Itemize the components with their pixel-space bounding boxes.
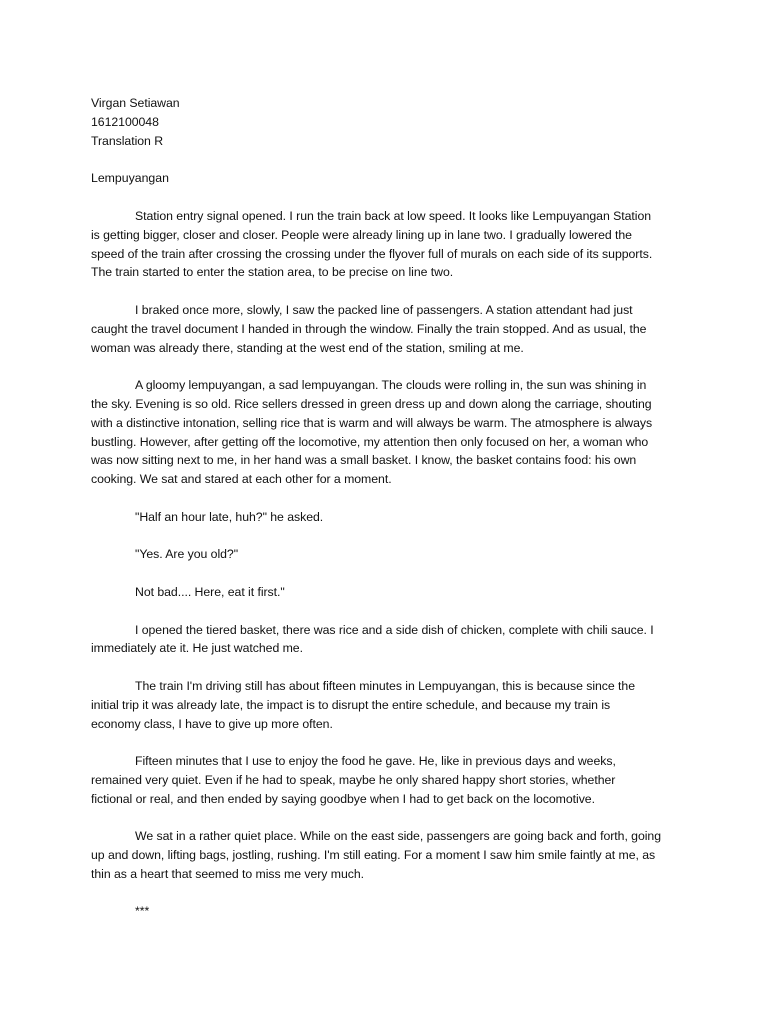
text-line: "Yes. Are you old?" [135, 547, 239, 562]
paragraph [91, 508, 681, 527]
text-line: We sat in a rather quiet place. While on the east side, passengers are going back and forth, going [135, 829, 662, 844]
text-line: was now sitting next to me, in her hand was a small basket. I know, the basket contains food: his own [91, 453, 637, 468]
text-line: The train I'm driving still has about fifteen minutes in Lempuyangan, this is because since the [135, 678, 635, 693]
paragraph [91, 827, 681, 883]
paragraph [91, 583, 681, 602]
story-title: Lempuyangan [91, 171, 169, 185]
text-line: caught the travel document I handed in through the window. Finally the train stopped. And as usual, the [91, 321, 647, 336]
text-line: I opened the tiered basket, there was rice and a side dish of chicken, complete with chili sauce. I [135, 622, 654, 637]
paragraph [91, 752, 681, 808]
student-id: 1612100048 [91, 114, 159, 129]
text-line: Fifteen minutes that I use to enjoy the food he gave. He, like in previous days and weeks, [135, 754, 616, 769]
text-line: Not bad.... Here, eat it first." [135, 584, 285, 599]
text-line: cooking. We sat and stared at each other for a moment. [91, 472, 392, 487]
paragraph [91, 621, 681, 659]
text-line: "Half an hour late, huh?" he asked. [135, 509, 324, 524]
paragraph [91, 376, 681, 489]
text-line: initial trip it was already late, the impact is to disrupt the entire schedule, and because my train is [91, 697, 611, 712]
text-line: A gloomy lempuyangan, a sad lempuyangan. The clouds were rolling in, the sun was shining in [135, 378, 647, 393]
text-line: remained very quiet. Even if he had to speak, maybe he only shared happy short stories, whether [91, 772, 616, 787]
text-line: with a distinctive intonation, selling rice that is warm and will always be warm. The atmosphere is always [91, 415, 653, 430]
text-line: The train started to enter the station area, to be precise on line two. [91, 265, 454, 280]
text-line: *** [135, 904, 150, 919]
text-line: Station entry signal opened. I run the train back at low speed. It looks like Lempuyangan Station [135, 209, 652, 223]
text-line: the sky. Evening is so old. Rice sellers dressed in green dress up and down along the carriage, shouting [91, 396, 652, 411]
paragraph [91, 207, 681, 282]
text-line: immediately ate it. He just watched me. [91, 641, 303, 656]
text-line: fictional or real, and then ended by saying goodbye when I had to get back on the locomotive. [91, 791, 595, 806]
text-line: bustling. However, after getting off the locomotive, my attention then only focused on her, a woman who [91, 434, 649, 449]
paragraph [91, 902, 681, 921]
text-line: economy class, I have to give up more often. [91, 716, 333, 731]
text-line: thin as a heart that seemed to miss me very much. [91, 866, 364, 881]
text-line: up and down, lifting bags, jostling, rushing. I'm still eating. For a moment I saw him smile faintly at me, as [91, 848, 656, 863]
paragraph [91, 677, 681, 733]
paragraph [91, 301, 681, 357]
author-header [91, 94, 681, 150]
course-name: Translation R [91, 133, 164, 148]
text-line: I braked once more, slowly, I saw the packed line of passengers. A station attendant had just [135, 302, 633, 317]
story-body [91, 207, 681, 940]
text-line: woman was already there, standing at the west end of the station, smiling at me. [91, 340, 524, 355]
author-name: Virgan Setiawan [91, 96, 180, 110]
text-line: speed of the train after crossing the crossing under the flyover full of murals on each side of its supports. [91, 246, 653, 261]
paragraph [91, 545, 681, 564]
text-line: is getting bigger, closer and closer. People were already lining up in lane two. I gradually lowered the [91, 227, 632, 242]
